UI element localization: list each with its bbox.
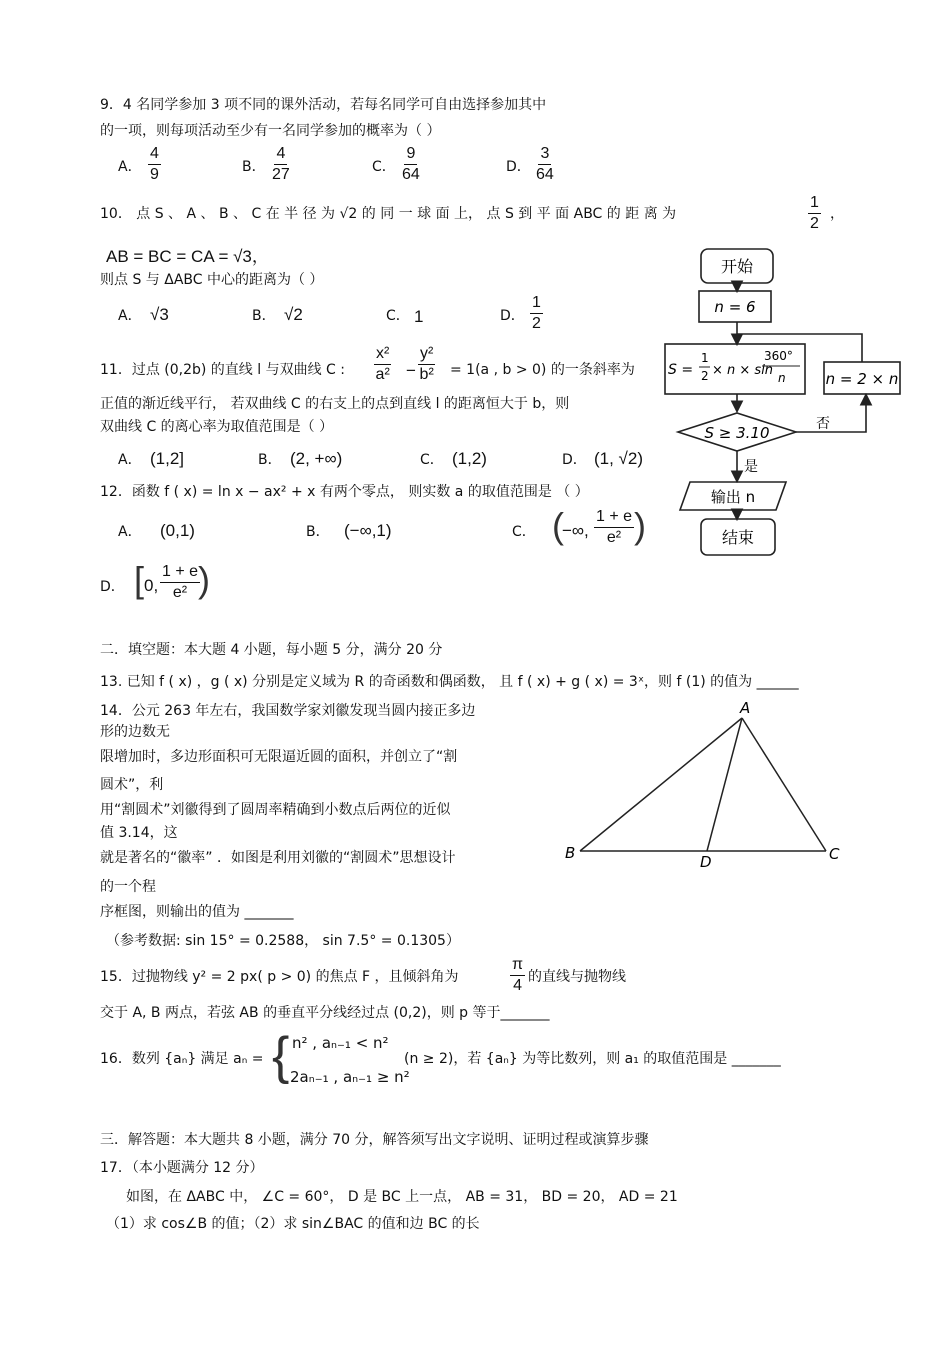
flowchart-output-box — [680, 482, 786, 510]
q11-line2: 正值的渐近线平行， 若双曲线 C 的右支上的点到直线 l 的距离恒大于 b，则 — [100, 396, 570, 412]
triangle-figure — [580, 718, 826, 851]
q12-option-d-label: D． — [100, 579, 125, 595]
q9-option-d-label: D． — [506, 159, 531, 175]
q9-option-a-fraction: $\frac{4}{9}$ — [150, 145, 159, 184]
q14-line: 用“割圆术”刘徽得到了圆周率精确到小数点后两位的近似 — [100, 802, 451, 818]
q9-option-d-fraction: $\frac{3}{64}$ — [536, 145, 554, 184]
q16-brace: { — [272, 1027, 290, 1085]
q14-line: 值 3.14，这 — [100, 825, 178, 841]
q11-x-fraction: $\frac{\text{x²}}{\text{a²}}$ — [375, 345, 390, 384]
q16-case2: 2aₙ₋₁ , aₙ₋₁ ≥ n² — [290, 1068, 410, 1086]
q12-option-d-rparen: ) — [198, 559, 210, 600]
q9-option-c-fraction: $\frac{9}{64}$ — [402, 145, 420, 184]
flowchart-output-label: 输出 n — [710, 488, 756, 506]
q10-option-a-value: √3 — [150, 305, 169, 324]
triangle-label-a: A — [740, 699, 751, 717]
q14-line: 圆术”，利 — [100, 777, 164, 793]
q14-line: 14．公元 263 年左右，我国数学家刘徽发现当圆内接正多边 — [100, 703, 476, 719]
q10-comma: ， — [830, 206, 844, 222]
q14-line: 就是著名的“徽率” ．如图是利用刘徽的“割圆术”思想设计 — [100, 850, 456, 866]
q9-option-c-label: C． — [372, 159, 396, 175]
q15-suffix: 的直线与抛物线 — [528, 969, 626, 985]
q11-prefix: 11．过点 (0,2b) 的直线 l 与双曲线 C : — [100, 362, 345, 378]
q11-option-b-label: B． — [258, 452, 282, 468]
q9-option-a-label: A． — [118, 159, 142, 175]
q14-line: 序框图，则输出的值为 _______ — [100, 904, 294, 920]
q10-option-d-label: D． — [500, 308, 525, 324]
flowchart-decision-diamond — [678, 413, 796, 451]
q12-option-a-value: (0,1) — [160, 521, 195, 540]
q16-prefix: 16．数列 {aₙ} 满足 aₙ = — [100, 1051, 264, 1067]
flowchart-update-label: n = 2 × n — [825, 370, 899, 388]
flowchart-yes-label: 是 — [744, 459, 758, 475]
q12-option-c-lparen: ( — [552, 505, 564, 546]
q12-option-a-label: A． — [118, 524, 142, 540]
q15-line2: 交于 A, B 两点，若弦 AB 的垂直平分线经过点 (0,2)，则 p 等于_______ — [100, 1005, 550, 1021]
flowchart-compute-box — [665, 344, 805, 394]
q10-half-fraction: $\frac{1}{2}$ — [810, 194, 819, 233]
q9-line1: 9．4 名同学参加 3 项不同的课外活动，若每名同学可自由选择参加其中 — [100, 97, 547, 113]
flowchart-init-label: n = 6 — [714, 298, 756, 316]
q12-option-b-label: B． — [306, 524, 330, 540]
q11-y-fraction: $\frac{\text{y²}}{\text{b²}}$ — [419, 345, 434, 384]
q9-option-b-label: B． — [242, 159, 266, 175]
q14-line: 形的边数无 — [100, 724, 170, 740]
triangle-label-c: C — [829, 845, 840, 863]
flowchart-end-label: 结束 — [721, 528, 755, 547]
q16-case1: n² , aₙ₋₁ < n² — [292, 1034, 389, 1052]
q10-option-c-value: 1 — [414, 307, 424, 326]
flowchart-compute-half-num: 1 — [701, 351, 709, 365]
flowchart-start-label: 开始 — [720, 257, 754, 276]
flowchart-start-box — [701, 249, 773, 283]
q17-line2: （1）求 cos∠B 的值；（2）求 sin∠BAC 的值和边 BC 的长 — [106, 1216, 480, 1232]
q11-option-a-value: (1,2] — [150, 449, 185, 468]
flowchart-compute-mid: × n × sin — [712, 363, 774, 378]
flowchart-update-box — [824, 362, 900, 394]
q10-line1: 10． 点 S 、 A 、 B 、 C 在 半 径 为 √2 的 同 一 球 面 上， 点 S 到 平 面 ABC 的 距 离 为 — [100, 206, 677, 222]
flowchart-compute-half-den: 2 — [701, 369, 709, 383]
section3-title: 三．解答题：本大题共 8 小题，满分 70 分，解答须写出文字说明、证明过程或演算步骤 — [100, 1132, 649, 1148]
q10-option-d-fraction: $\frac{1}{2}$ — [532, 294, 541, 333]
q12-option-b-value: (−∞,1) — [344, 521, 392, 540]
q10-option-b-label: B． — [252, 308, 276, 324]
q12-option-c-label: C． — [512, 524, 536, 540]
q13-text: 13. 已知 f ( x) ，g ( x) 分别是定义域为 R 的奇函数和偶函数， 且 f ( x) + g ( x) = 3ˣ，则 f (1) 的值为 ______ — [100, 674, 799, 690]
q15-pi-fraction: $\frac{\pi}{4}$ — [512, 956, 524, 995]
q12-option-d-fraction: $\frac{1 + e}{\text{e²}}$ — [162, 563, 199, 602]
q17-header: 17．（本小题满分 12 分） — [100, 1160, 264, 1176]
q9-line2: 的一项，则每项活动至少有一名同学参加的概率为（ ） — [100, 123, 441, 139]
q15-prefix: 15．过抛物线 y² = 2 px( p > 0) 的焦点 F ，且倾斜角为 — [100, 969, 459, 985]
flowchart-compute-s: S = — [668, 362, 694, 378]
q17-line1: 如图，在 ΔABC 中， ∠C = 60°， D 是 BC 上一点， AB = 31， BD = 20， AD = 21 — [126, 1189, 678, 1205]
q11-option-c-label: C． — [420, 452, 444, 468]
triangle-label-b: B — [565, 844, 576, 862]
section2-title: 二．填空题：本大题 4 小题，每小题 5 分，满分 20 分 — [100, 642, 443, 658]
q12-line1: 12．函数 f ( x) = ln x − ax² + x 有两个零点， 则实数 a 的取值范围是 （ ） — [100, 484, 589, 500]
triangle-label-d: D — [700, 853, 712, 871]
q10-option-c-label: C． — [386, 308, 410, 324]
q10-line3: 则点 S 与 ΔABC 中心的距离为（ ） — [100, 272, 324, 288]
flowchart-init-box — [699, 291, 771, 322]
q12-option-c-pre: −∞, — [562, 521, 589, 540]
q14-line: 限增加时，多边形面积可无限逼近圆的面积，并创立了“割 — [100, 749, 458, 765]
q10-option-b-value: √2 — [284, 305, 303, 324]
flowchart-compute-n: n — [778, 371, 786, 385]
q11-option-c-value: (1,2) — [452, 449, 487, 468]
flowchart-compute-deg: 360° — [764, 349, 793, 363]
q14-line: 的一个程 — [100, 879, 156, 895]
flowchart-no-label: 否 — [816, 416, 830, 432]
q12-option-c-fraction: $\frac{1 + e}{\text{e²}}$ — [596, 508, 633, 547]
q10-line2: AB = BC = CA = √3， — [106, 247, 269, 266]
q11-minus: − — [406, 361, 416, 380]
q14-reference-data: （参考数据: sin 15° = 0.2588， sin 7.5° = 0.1305） — [106, 933, 460, 949]
q9-option-b-fraction: $\frac{4}{27}$ — [272, 145, 290, 184]
q11-suffix: = 1(a , b > 0) 的一条斜率为 — [450, 362, 635, 378]
q12-option-d-lbracket: [ — [134, 559, 145, 600]
q12-option-d-pre: 0, — [144, 576, 159, 595]
q10-option-a-label: A． — [118, 308, 142, 324]
flowchart-decision-label: S ≥ 3.10 — [704, 424, 770, 442]
q16-suffix: (n ≥ 2)，若 {aₙ} 为等比数列，则 a₁ 的取值范围是 _______ — [404, 1051, 781, 1067]
q12-option-c-rparen: ) — [634, 505, 646, 546]
q11-option-b-value: (2, +∞) — [290, 449, 343, 468]
q11-line3: 双曲线 C 的离心率为取值范围是（ ） — [100, 419, 334, 435]
q11-option-d-label: D． — [562, 452, 587, 468]
q11-option-d-value: (1, √2) — [594, 449, 644, 468]
q11-option-a-label: A． — [118, 452, 142, 468]
flowchart-end-box — [701, 519, 775, 555]
